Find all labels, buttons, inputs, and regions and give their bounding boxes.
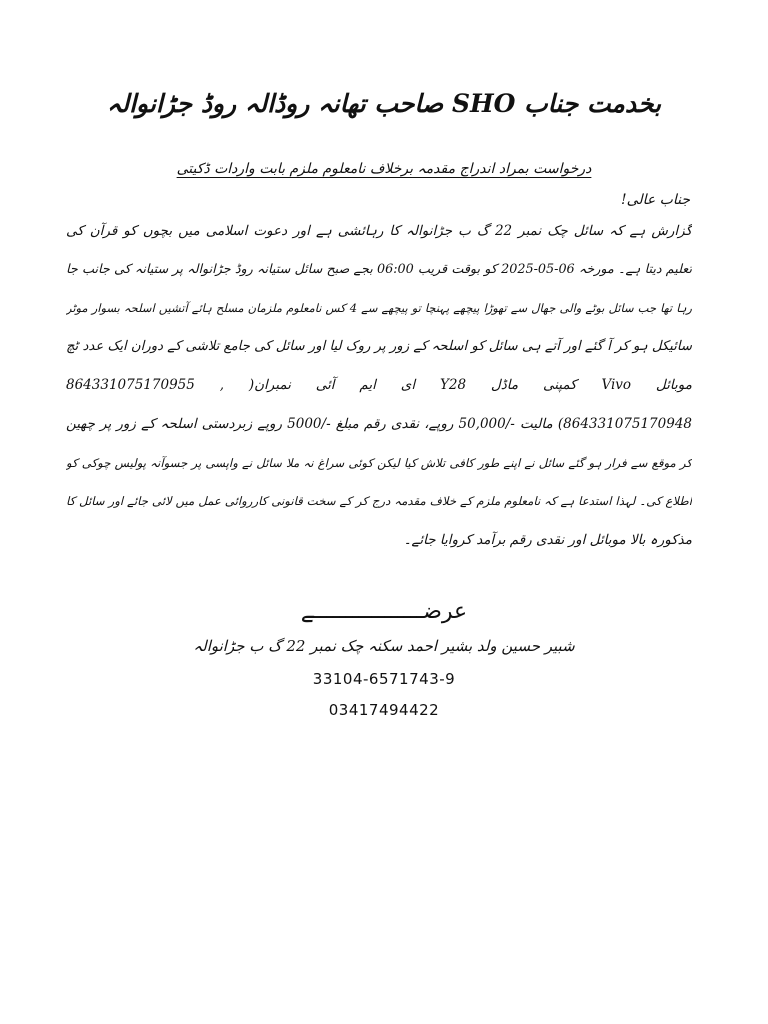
- salutation: جناب عالی!: [621, 192, 690, 208]
- signature-title: عرضـــــــــــــــــے: [300, 599, 468, 624]
- subject-line: [150, 157, 618, 181]
- body-line: تعلیم دیتا ہے۔ مورخہ 06-05-2025 کو بوقت قریب 06:00 بجے صبح سائل ستیانہ روڈ جڑانوالہ پر ستیانہ کی جانب جا: [66, 261, 692, 277]
- body-line: سائیکل ہو کر آ گئے اور آتے ہی سائل کو اسلحہ کے زور پر روک لیا اور سائل کی جامع تلاشی کے دوران ایک عدد ٹچ: [66, 338, 692, 354]
- page-title: بخدمت جناب SHO صاحب تھانہ روڈالہ روڈ جڑانوالہ: [106, 89, 662, 118]
- body-line-imei: موبائل Vivo کمپنی ماڈل Y28 ای ایم آئی نمبران( , 864331075170955: [66, 377, 692, 394]
- body-line: اطلاع کی۔ لہذا استدعا ہے کہ نامعلوم ملزم کے خلاف مقدمہ درج کر کے سخت قانونی کارروائی عمل میں لائی جائے اور سائل کا: [66, 494, 692, 509]
- body-text: [66, 212, 692, 559]
- applicant-phone: 03417494422: [328, 701, 440, 719]
- body-line: گزارش ہے کہ سائل چک نمبر 22 گ ب جڑانوالہ کا رہائشی ہے اور دعوت اسلامی میں بچوں کو قرآن کی: [66, 223, 692, 239]
- applicant-cnic: 33104-6571743-9: [312, 670, 456, 688]
- body-line: کر موقع سے فرار ہو گئے سائل نے اپنے طور کافی تلاش کیا لیکن کوئی سراغ نہ ملا سائل نے واپسی پر جسوآنہ پولیس چوکی کو: [66, 455, 692, 470]
- subject-text: درخواست بمراد اندراج مقدمہ برخلاف نامعلوم ملزم بابت واردات ڈکیتی: [176, 161, 592, 177]
- applicant-name: شبیر حسین ولد بشیر احمد سکنہ چک نمبر 22 گ ب جڑانوالہ: [193, 637, 575, 655]
- body-line: مذکورہ بالا موبائل اور نقدی رقم برآمد کروایا جائے۔: [403, 531, 692, 548]
- body-line: رہا تھا جب سائل بوٹے والی جھال سے تھوڑا پیچھے پہنچا تو پیچھے سے 4 کس نامعلوم ملزمان مسلح ہائے آتشیں اسلحہ بسوار موٹر: [66, 301, 692, 316]
- body-line: 864331075170948) مالیت -/50,000 روپے، نقدی رقم مبلغ -/5000 روپے زبردستی اسلحہ کے زور پر چھین: [66, 415, 692, 432]
